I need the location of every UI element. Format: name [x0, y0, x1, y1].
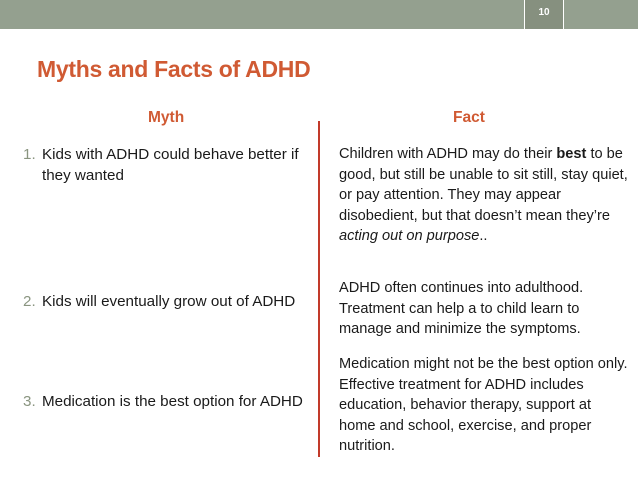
- myth-number: 1.: [23, 146, 36, 163]
- fact-text: Medication might not be the best option only. Effective treatment for ADHD includes education, behavior therapy, support at home and school, exercise, and proper nutrition.: [339, 356, 632, 454]
- myth-number: 2.: [23, 293, 36, 310]
- myth-item: [23, 144, 308, 186]
- fact-text: ADHD often continues into adulthood. Treatment can help a to child learn to manage and minimize the symptoms.: [339, 280, 587, 337]
- fact-text: Children with ADHD may do their: [339, 146, 557, 162]
- myth-text: Medication is the best option for ADHD: [42, 393, 303, 410]
- column-divider: [318, 121, 320, 457]
- fact-item: [339, 144, 632, 247]
- myth-column-header: Myth: [148, 109, 185, 126]
- myth-item: [23, 391, 308, 412]
- fact-text: to be good, but still be unable to sit still, stay quiet, or pay attention. They may appear disobedient, but that doesn’t mean they’re: [339, 146, 632, 224]
- myth-text: Kids will eventually grow out of ADHD: [42, 293, 296, 310]
- fact-item: [339, 278, 629, 340]
- myth-text: Kids with ADHD could behave better if they wanted: [42, 146, 299, 184]
- fact-text: ..: [479, 228, 488, 244]
- fact-column-header: Fact: [453, 109, 485, 126]
- myth-number: 3.: [23, 393, 36, 410]
- page-number-tab: [524, 0, 564, 30]
- fact-text-bold: best: [556, 146, 587, 162]
- myth-item: [23, 291, 308, 312]
- slide-title: Myths and Facts of ADHD: [37, 56, 311, 82]
- fact-item: [339, 354, 632, 457]
- fact-text-italic: acting out on purpose: [339, 228, 480, 244]
- page-number: 10: [538, 7, 550, 18]
